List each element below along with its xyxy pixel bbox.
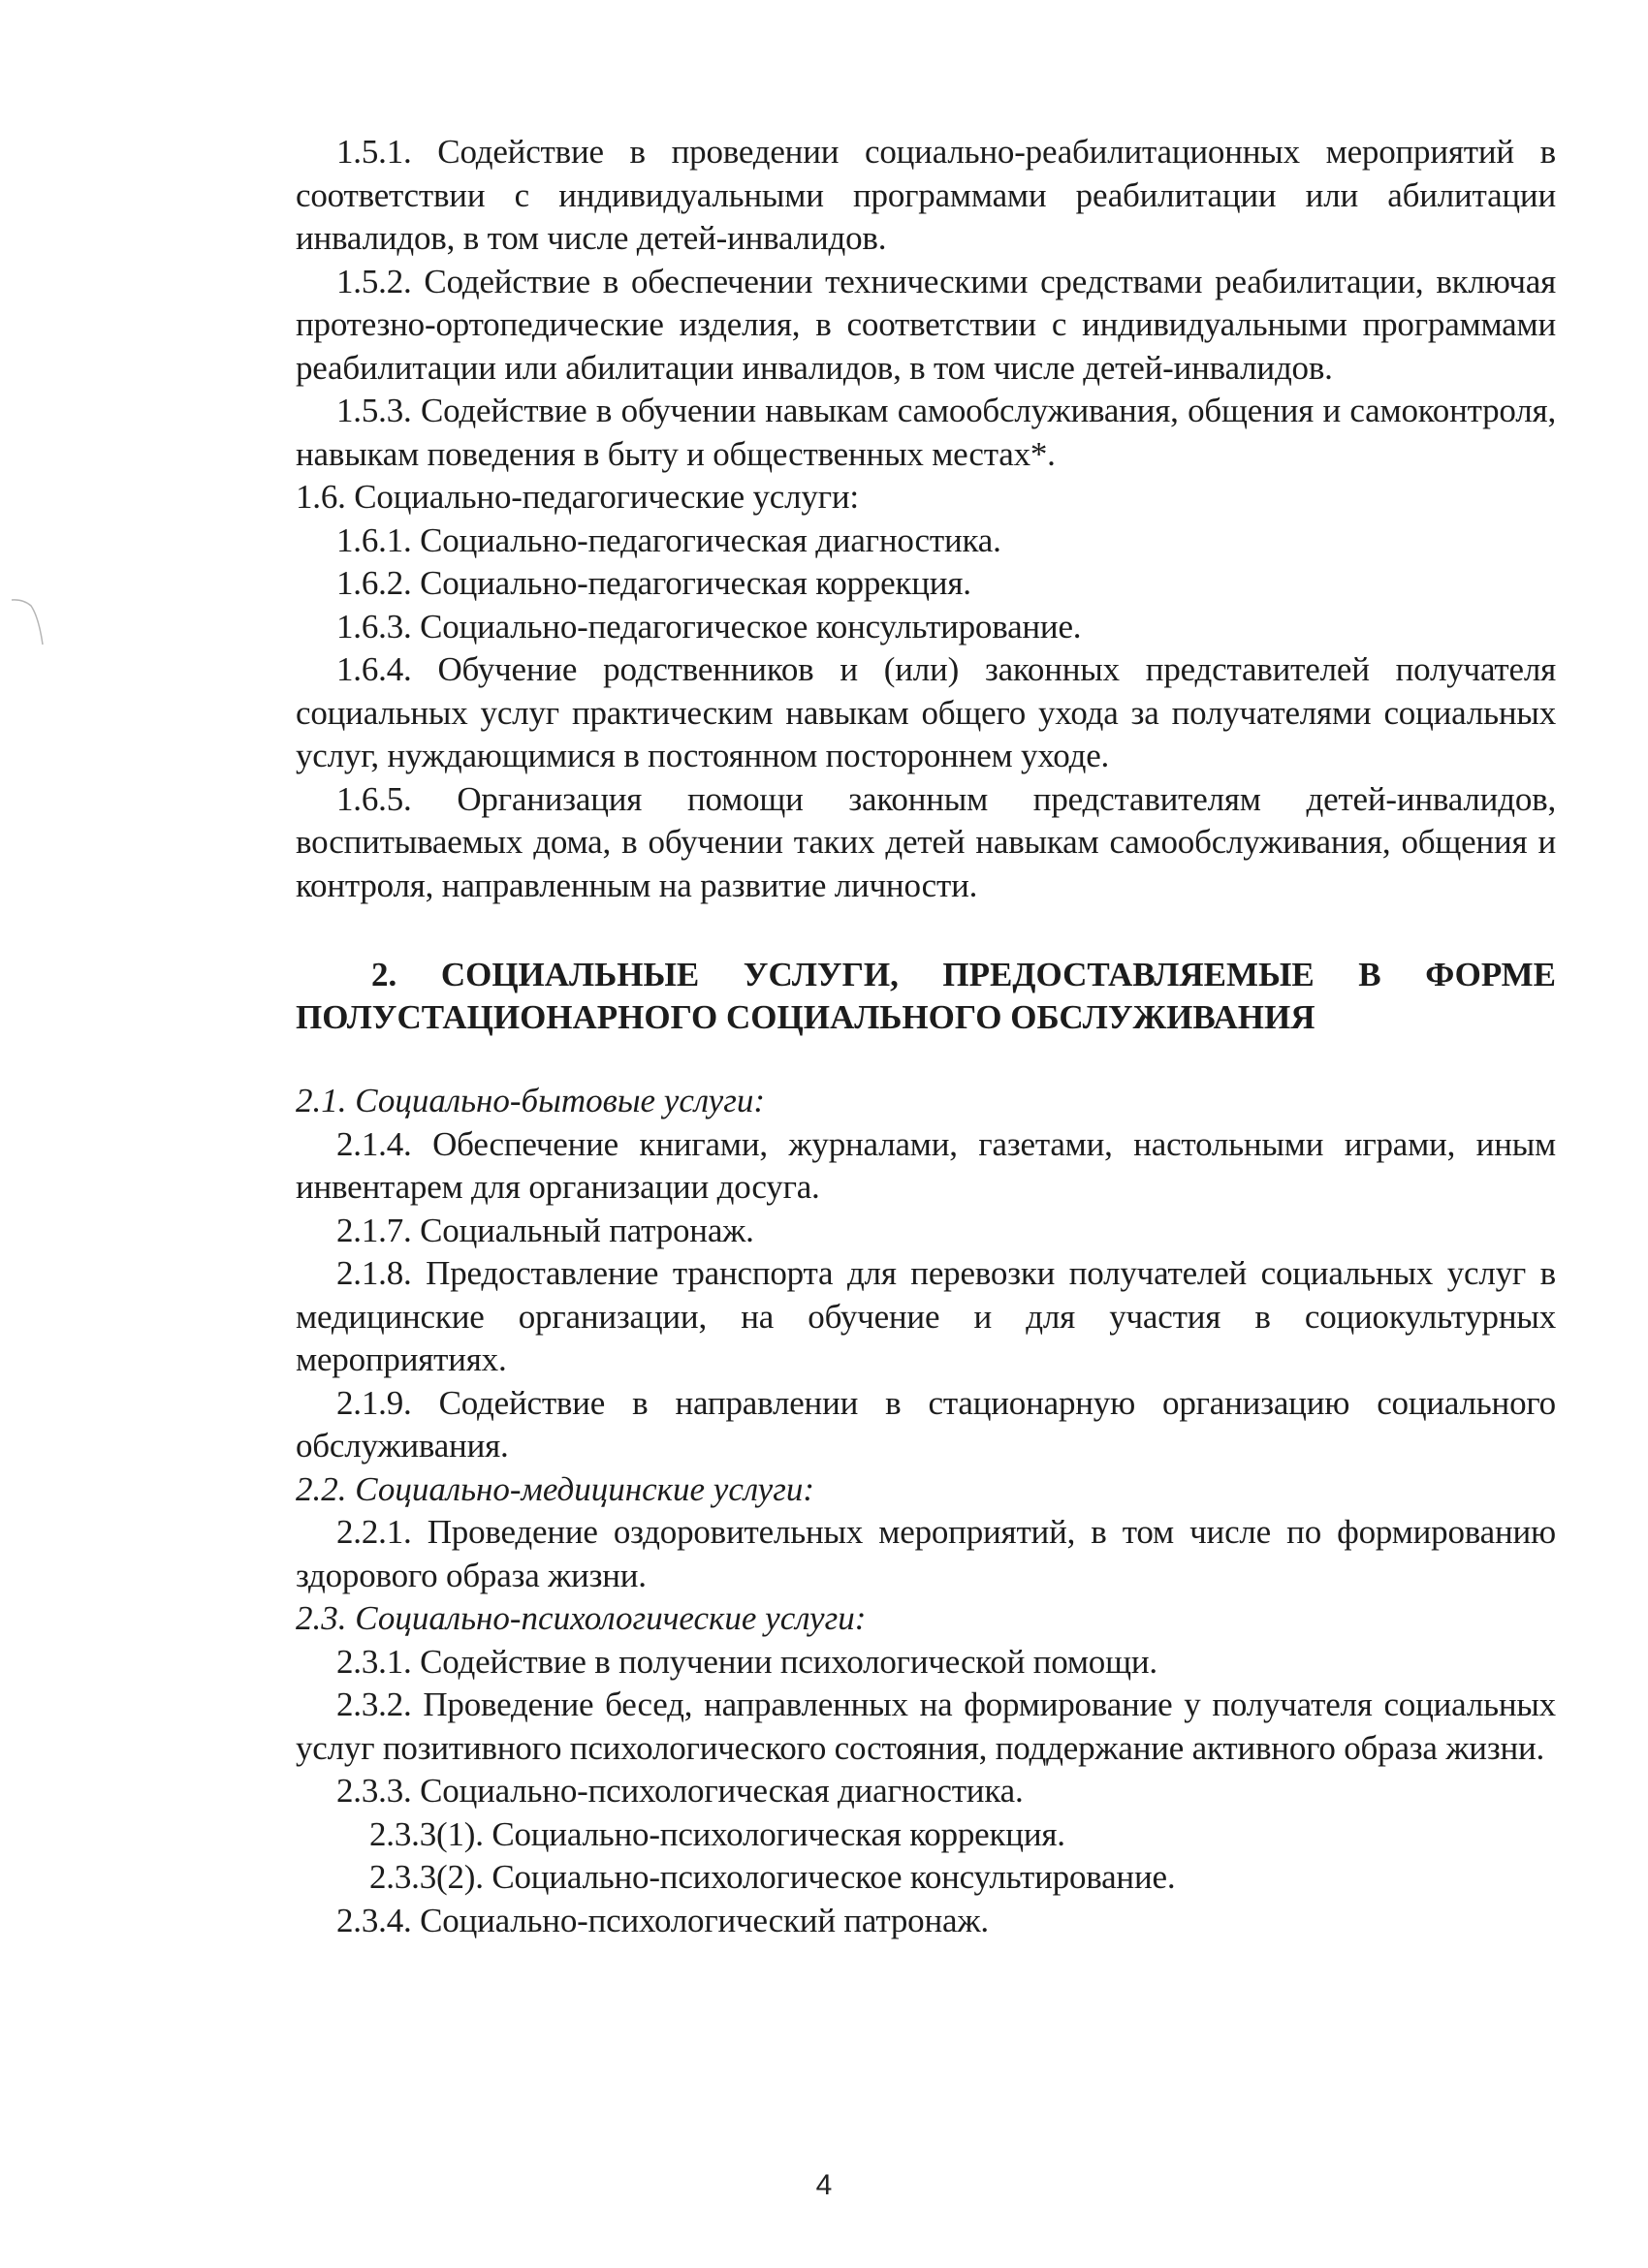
item-text: Социально-педагогическая диагностика. — [420, 520, 1001, 559]
item-text: Социально-психологическая диагностика. — [420, 1772, 1024, 1810]
item-number: 1.6.1. — [336, 520, 412, 559]
item-number: 1.5.2. — [336, 262, 412, 300]
item-number: 1.6.2. — [336, 564, 412, 602]
section-heading-2: 2. СОЦИАЛЬНЫЕ УСЛУГИ, ПРЕДОСТАВЛЯЕМЫЕ В ФОРМЕ ПОЛУСТАЦИОНАРНОГО СОЦИАЛЬНОГО ОБСЛУЖИВАНИЯ — [296, 956, 1556, 1036]
list-item-2-1-9 — [296, 1382, 1556, 1468]
item-number: 2.1.4. — [336, 1124, 412, 1163]
item-text: Социально-педагогическая коррекция. — [420, 564, 971, 602]
list-item-2-3-4 — [296, 1900, 1556, 1943]
item-text: Обеспечение книгами, журналами, газетами, настольными играми, иным инвентарем для организации досуга. — [296, 1124, 1556, 1206]
item-number: 1.6.4. — [336, 650, 412, 688]
list-item-2-1-4 — [296, 1123, 1556, 1210]
list-item-2-1-7 — [296, 1210, 1556, 1253]
document-page — [296, 131, 1556, 1942]
list-item-2-2-1 — [296, 1511, 1556, 1597]
list-item-2-3-2 — [296, 1684, 1556, 1770]
list-item-1-5-3 — [296, 390, 1556, 476]
item-number: 1.6.5. — [336, 779, 412, 818]
subsection-heading-2-1: 2.1. Социально-бытовые услуги: — [296, 1082, 766, 1119]
page-number: 4 — [815, 2169, 833, 2201]
item-number: 2.3.3(1). — [369, 1814, 484, 1853]
item-number: 2.1.8. — [336, 1254, 412, 1292]
item-text: Организация помощи законным представителям детей-инвалидов, воспитываемых дома, в обучении таких детей навыкам самообслуживания, общения и контроля, направленным на развитие личности. — [296, 779, 1556, 904]
item-number: 2.3.1. — [336, 1642, 412, 1681]
item-text: Социально-педагогическое консультирование. — [420, 607, 1082, 646]
item-text: Социально-психологическая коррекция. — [491, 1814, 1065, 1853]
item-text: Социально-психологический патронаж. — [420, 1901, 989, 1939]
list-item-1-6-1 — [296, 520, 1556, 563]
list-item-1-5-2 — [296, 261, 1556, 391]
list-item-1-5-1 — [296, 131, 1556, 261]
item-text: Социально-психологическое консультирование. — [491, 1858, 1176, 1896]
item-number: 2.3.4. — [336, 1901, 412, 1939]
scan-artifact-mark — [10, 596, 48, 654]
item-number: 2.1.7. — [336, 1211, 412, 1249]
item-text: Содействие в получении психологической помощи. — [420, 1642, 1157, 1681]
item-text: Содействие в обеспечении техническими средствами реабилитации, включая протезно-ортопедические изделия, в соответствии с индивидуальными программами реабилитации или абилитации инвалидов, в том числе детей-инвалидов. — [296, 262, 1556, 387]
item-number: 1.5.1. — [336, 133, 412, 171]
item-text: Проведение оздоровительных мероприятий, в том числе по формированию здорового образа жизни. — [296, 1513, 1556, 1594]
list-item-1-6-5 — [296, 778, 1556, 908]
section-heading-1-6: 1.6. Социально-педагогические услуги: — [296, 478, 859, 516]
list-item-1-6-2 — [296, 562, 1556, 606]
list-item-2-1-8 — [296, 1252, 1556, 1382]
list-item-2-3-1 — [296, 1641, 1556, 1685]
list-item-1-6-4 — [296, 648, 1556, 778]
subsection-heading-2-3: 2.3. Социально-психологические услуги: — [296, 1599, 867, 1637]
list-item-2-3-3 — [296, 1770, 1556, 1813]
subsection-heading-2-2: 2.2. Социально-медицинские услуги: — [296, 1469, 815, 1508]
item-text: Содействие в проведении социально-реабилитационных мероприятий в соответствии с индивидуальными программами реабилитации или абилитации инвалидов, в том числе детей-инвалидов. — [296, 133, 1556, 257]
item-text: Содействие в обучении навыкам самообслуживания, общения и самоконтроля, навыкам поведения в быту и общественных местах*. — [296, 392, 1556, 473]
item-number: 2.2.1. — [336, 1513, 412, 1551]
item-number: 2.3.3. — [336, 1772, 412, 1810]
list-item-2-3-3-1 — [296, 1813, 1556, 1857]
item-text: Предоставление транспорта для перевозки получателей социальных услуг в медицинские организации, на обучение и для участия в социокультурных мероприятиях. — [296, 1254, 1556, 1378]
item-text: Содействие в направлении в стационарную организацию социального обслуживания. — [296, 1383, 1556, 1465]
list-item-1-6-3 — [296, 606, 1556, 649]
item-number: 2.3.3(2). — [369, 1858, 484, 1896]
list-item-2-3-3-2 — [296, 1856, 1556, 1900]
item-text: Проведение бесед, направленных на формирование у получателя социальных услуг позитивного психологического состояния, поддержание активного образа жизни. — [296, 1685, 1556, 1767]
item-number: 2.3.2. — [336, 1685, 412, 1723]
item-number: 1.6.3. — [336, 607, 412, 646]
item-text: Социальный патронаж. — [420, 1211, 754, 1249]
item-number: 1.5.3. — [336, 392, 412, 429]
item-text: Обучение родственников и (или) законных представителей получателя социальных услуг практическим навыкам общего ухода за получателями социальных услуг, нуждающимися в постоянном постороннем уходе. — [296, 650, 1556, 774]
item-number: 2.1.9. — [336, 1383, 412, 1422]
